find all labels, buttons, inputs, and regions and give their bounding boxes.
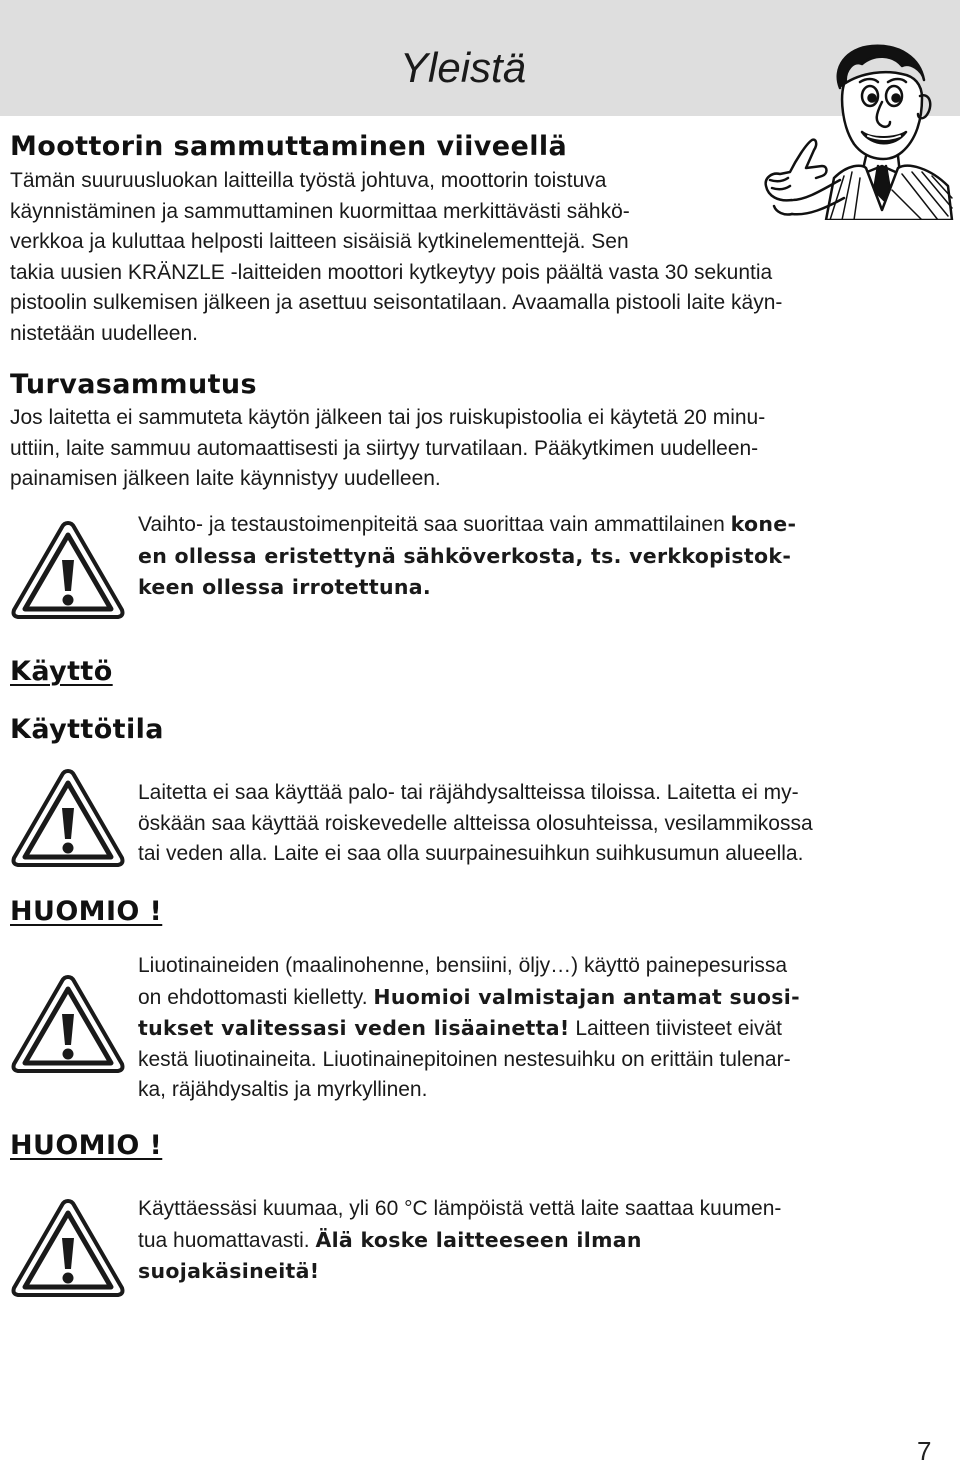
warning-text-bold: tukset valitessasi veden lisäainetta! [138, 1016, 570, 1041]
warning-text-bold: Huomioi valmistajan antamat suosi- [373, 984, 800, 1009]
warning-text-bold: suojakäsineitä! [138, 1259, 320, 1284]
text-line: takia uusien KRÄNZLE -laitteiden moottori kytkeytyy pois päältä vasta 30 sekuntia [10, 260, 773, 284]
text-line: kestä liuotinaineita. Liuotinainepitoinen nestesuihku on erittäin tulenar- [138, 1047, 791, 1071]
warning-text-environment [138, 778, 938, 870]
warning-text-bold: keen ollessa irrotettuna. [138, 575, 431, 600]
warning-text-hot-water [138, 1194, 938, 1288]
notice-heading-hot-water: HUOMIO ! [10, 1130, 163, 1161]
warning-text-normal: Vaihto- ja testaustoimenpiteitä saa suorittaa vain ammattilainen [138, 513, 731, 536]
text-line: Laitetta ei saa käyttää palo- tai räjähdysaltteissa tiloissa. Laitetta ei my- [138, 781, 799, 804]
text-line: nistetään uudelleen. [10, 321, 198, 345]
text-line: Käyttäessäsi kuumaa, yli 60 °C lämpöistä vettä laite saattaa kuumen- [138, 1197, 782, 1220]
notice-heading-solvents: HUOMIO ! [10, 896, 163, 927]
page-number: 7 [917, 1436, 932, 1466]
warning-text-bold: en ollessa eristettynä sähköverkosta, ts. verkkopistok- [138, 543, 792, 568]
text-line [138, 1256, 938, 1288]
paragraph-delayed-shutdown [10, 166, 940, 350]
text-line: ka, räjähdysaltis ja myrkyllinen. [138, 1078, 428, 1102]
section-heading-operating-environment: Käyttötila [10, 714, 164, 745]
warning-triangle-icon [10, 518, 126, 622]
text-line: tai veden alla. Laite ei saa olla suurpainesuihkun suihkusumun alueella. [138, 842, 804, 866]
text-line [138, 572, 938, 604]
warning-text-solvents [138, 951, 938, 1106]
warning-text-normal: tua huomattavasti. [138, 1228, 316, 1252]
warning-text-normal: Laitteen tiivisteet eivät [569, 1017, 782, 1041]
text-line: uttiin, laite sammuu automaattisesti ja siirtyy turvatilaan. Pääkytkimen uudelleen- [10, 436, 759, 460]
text-line: painamisen jälkeen laite käynnistyy uudelleen. [10, 467, 441, 491]
text-line: öskään saa käyttää roiskevedelle altteissa olosuhteissa, vesilammikossa [138, 811, 813, 835]
section-heading-delayed-shutdown: Moottorin sammuttaminen viiveellä [10, 131, 568, 162]
text-line [138, 541, 938, 573]
page-title: Yleistä [400, 44, 527, 91]
warning-triangle-icon [10, 972, 126, 1076]
warning-text-bold: Älä koske laitteeseen ilman [315, 1227, 642, 1252]
text-line [138, 1013, 938, 1045]
text-line: pistoolin sulkemisen jälkeen ja asettuu seisontatilaan. Avaamalla pistooli laite käyn- [10, 291, 783, 315]
warning-triangle-icon [10, 1196, 126, 1300]
text-line [138, 509, 938, 541]
section-heading-safety-shutdown: Turvasammutus [10, 369, 257, 400]
paragraph-safety-shutdown [10, 403, 940, 495]
warning-text-normal: on ehdottomasti kielletty. [138, 985, 374, 1009]
text-line: verkkoa ja kuluttaa helposti laitteen sisäisiä kytkinelementtejä. Sen [10, 230, 629, 254]
text-line [138, 982, 938, 1014]
warning-text-bold: kone- [730, 512, 797, 536]
section-heading-operation: Käyttö [10, 656, 113, 687]
warning-triangle-icon [10, 766, 126, 870]
text-line: käynnistäminen ja sammuttaminen kuormittaa merkittävästi sähkö- [10, 199, 630, 223]
text-line: Liuotinaineiden (maalinohenne, bensiini, öljy…) käyttö painepesurissa [138, 954, 788, 977]
text-line [138, 1225, 938, 1257]
text-line: Tämän suuruusluokan laitteilla työstä johtuva, moottorin toistuva [10, 169, 607, 192]
warning-text-maintenance [138, 509, 938, 604]
text-line: Jos laitetta ei sammuteta käytön jälkeen tai jos ruiskupistoolia ei käytetä 20 minu- [10, 406, 766, 429]
